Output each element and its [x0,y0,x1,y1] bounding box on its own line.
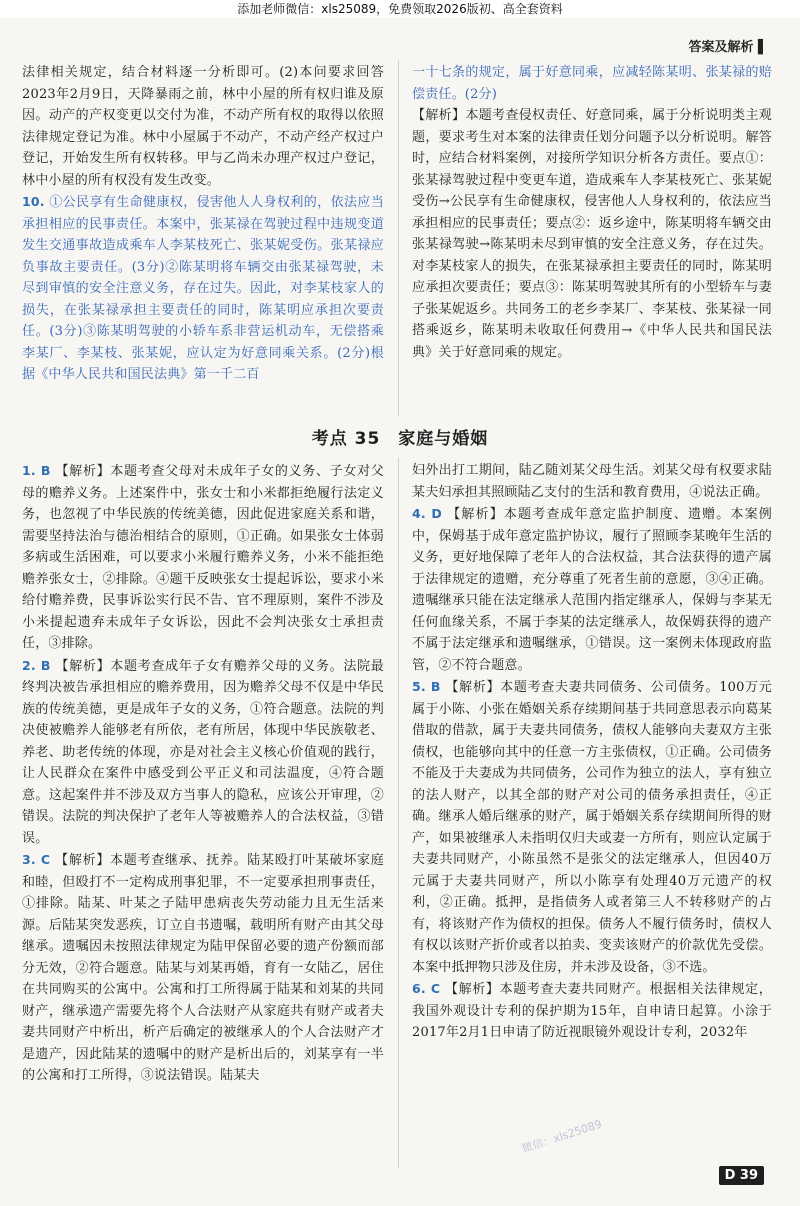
question-10-answer-cont: 一十七条的规定，属于好意同乘，应减轻陈某明、张某禄的赔偿责任。(2分) [412,65,772,102]
answer-number: 4. D [412,506,442,521]
bottom-left-column [22,460,384,1087]
section-name: 家庭与婚姻 [398,429,489,449]
answer-text: 【解析】本题考查父母对未成年子女的义务、子女对父母的赡养义务。上述案件中，张女士和小米都拒绝履行法定义务，也忽视了中华民族的传统美德，因此促进家庭关系和谐，需要坚持法治与德治相结合的原则，①正确。如果张女士体弱多病或生活困难，可以要求小米履行赡养义务，小米不能拒绝赡养张女士，②排除。④题干反映张女士提起诉讼，要求小米给付赡养费，民事诉讼实行民不告、官不理原则，案件不涉及小米提起遗弃未成年子女诉讼，因此不会判决张女士承担责任，③排除。 [22,464,384,651]
answer-item-4 [412,503,772,676]
answer-item-6 [412,978,772,1044]
section-number: 考点 35 [311,429,381,449]
question-10-analysis: 【解析】本题考查侵权责任、好意同乘，属于分析说明类主观题，要求考生对本案的法律责任划分问题予以分析说明。解答时，应结合材料案例，对接所学知识分析各方责任。要点①：张某禄驾驶过程中变更车道，造成乘车人李某枝死亡、张某妮受伤→公民享有生命健康权，侵害他人人身权利的，依法应当承担相应的民事责任；要点②：返乡途中，陈某明将车辆交由张某禄驾驶→陈某明未尽到审慎的安全注意义务，存在过失。对李某枝家人的损失，在张某禄承担主要责任的同时，陈某明应承担次要责任；要点③：陈某明驾驶其所有的小型轿车与妻子张某妮返乡。共同务工的老乡李某厂、李某枝、张某禄一同搭乘返乡，陈某明未收取任何费用→《中华人民共和国民法典》关于好意同乘的规定。 [412,108,772,360]
answer-number: 5. B [412,679,441,694]
answer-text: 【解析】本题考查成年意定监护制度、遗赠。本案例中，保姆基于成年意定监护协议，履行了照顾李某晚年生活的义务，更好地保障了老年人的合法权益，其合法获得的遗产属于法律规定的遗赠，充分尊重了死者生前的意愿，③④正确。遗嘱继承只能在法定继承人范围内指定继承人，保姆与李某无任何血缘关系，不属于李某的法定继承人，故保姆获得的遗产不属于法定继承和遗嘱继承，①错误。这一案例未体现政府监管，②不符合题意。 [412,507,772,673]
answer-text: 【解析】本题考查夫妻共同债务、公司债务。100万元属于小陈、小张在婚姻关系存续期间基于共同意思表示向葛某借取的借款，属于夫妻共同债务，债权人能够向夫妻双方主张债权，也能够向其中的任意一方主张债权，①正确。公司债务不能及于夫妻成为共同债务，公司作为独立的法人，享有独立的法人财产，以其全部的财产对公司的债务承担责任，④正确。继承人婚后继承的财产，属于婚姻关系存续期间所得的财产，如果被继承人未指明仅归夫或妻一方所有，则应认定属于夫妻共同财产，小陈虽然不是张父的法定继承人，但因40万元属于夫妻共同财产，所以小陈享有处理40万元遗产的权利，②正确。抵押，是指债务人或者第三人不转移财产的占有，将该财产作为债权的担保。债务人不履行债务时，债权人有权以该财产折价或者以拍卖、变卖该财产的价款优先受偿。本案中抵押物只涉及住房，并未涉及设备，③不选。 [412,680,772,975]
answer-item-3-cont: 妇外出打工期间，陆乙随刘某父母生活。刘某父母有权要求陆某夫妇承担其照顾陆乙支付的生活和教育费用，④说法正确。 [412,463,772,500]
answer-text: 【解析】本题考查成年子女有赡养父母的义务。法院最终判决被告承担相应的赡养费用，因为赡养父母不仅是中华民族的传统美德，更是成年子女的义务，①符合题意。法院的判决使被赡养人能够老有所依，老有所居，体现中华民族敬老、养老、助老传统的体现，亦是对社会主义核心价值观的践行，让人民群众在案件中感受到公平正义和司法温度，④符合题意。这起案件并不涉及双方当事人的隐私，应该公开审理，②错误。法院的判决保护了老年人等被赡养人的合法权益，③错误。 [22,658,384,846]
answer-number: 2. B [22,657,51,673]
question-10 [22,191,384,386]
page-number: D 39 [719,1166,764,1185]
answer-item-2 [22,655,384,850]
answer-text: 【解析】本题考查夫妻共同财产。根据相关法律规定，我国外观设计专利的保护期为15年，自申请日起算。小涂于2017年2月1日申请了防近视眼镜外观设计专利，2032年 [412,982,772,1040]
column-divider-bottom [398,458,399,1168]
bottom-right-column [412,460,772,1044]
answer-item-3 [22,849,384,1087]
question-10-answer: ①公民享有生命健康权，侵害他人人身权利的，依法应当承担相应的民事责任。本案中，张某禄在驾驶过程中违规变道发生交通事故造成乘车人李某枝死亡、张某妮受伤。张某禄应负事故主要责任。(3分)②陈某明将车辆交由张某禄驾驶，未尽到审慎的安全注意义务，存在过失。因此，对李某枝家人的损失，在张某禄承担主要责任的同时，陈某明应承担次要责任。(3分)③陈某明驾驶的小轿车系非营运机动车，无偿搭乘李某厂、李某枝、张某妮，应认定为好意同乘关系。(2分)根据《中华人民共和国民法典》第一千二百 [22,195,384,382]
answer-item-5 [412,676,772,978]
answer-number: 1. B [22,463,51,478]
promo-banner: 添加老师微信：xls25089，免费领取2026版初、高全套资料 [0,0,800,18]
column-divider-top [398,60,399,416]
answer-number: 6. C [412,981,441,996]
answer-item-1 [22,460,384,655]
section-heading [0,424,800,449]
question-10-number: 10. [22,194,45,209]
top-left-column [22,62,384,386]
answer-number: 3. C [22,852,51,867]
prior-answer-text: 法律相关规定，结合材料逐一分析即可。(2)本问要求回答2023年2月9日，天降暴雨之前，林中小屋的所有权归谁及原因。动产的产权变更以交付为准，不动产所有权的取得以依照法律规定登记为准。林中小屋属于不动产，不动产经产权过户登记，开始发生所有权转移。甲与乙尚未办理产权过户登记，林中小屋的所有权没有发生改变。 [22,65,384,188]
watermark: 微信：xls25089 [520,1117,604,1156]
answer-text: 【解析】本题考查继承、抚养。陆某殴打叶某破坏家庭和睦，但殴打不一定构成刑事犯罪，不一定要承担刑事责任，①排除。陆某、叶某之子陆甲患病丧失劳动能力且无生活来源。后陆某突发恶疾，订立自书遗嘱，载明所有财产由其父母继承。遗嘱因未按照法律规定为陆甲保留必要的遗产份额而部分无效，②符合题意。陆某与刘某再婚，育有一女陆乙，居住在共同购买的公寓中。公寓和打工所得属于陆某和刘某的共同财产，继承遗产需要先将个人合法财产从家庭共有财产或者夫妻共同财产中析出，析产后确定的被继承人的个人合法财产才是遗产，因此陆某的遗嘱中的财产是析出后的，刘某享有一半的公寓和打工所得，③说法错误。陆某夫 [22,853,384,1083]
header-section-label: 答案及解析 ▌ [688,40,768,55]
top-right-column [412,62,772,363]
